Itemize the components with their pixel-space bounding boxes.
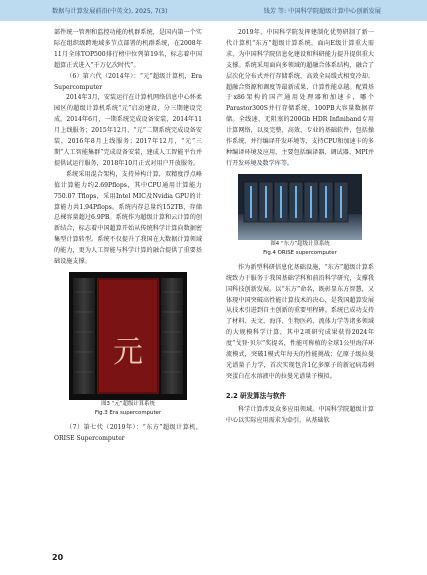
page-number: 20 bbox=[52, 553, 64, 562]
orise-supercomputer-image bbox=[238, 174, 362, 240]
paragraph: （6）第六代（2014年）：“元”超级计算机，Era Supercomputer bbox=[54, 72, 202, 91]
section-heading: 2.2 研发算法与软件 bbox=[226, 391, 287, 400]
figure-3-caption-en: Fig.3 Era supercomputer bbox=[94, 409, 162, 416]
paragraph: 2019年，中国科学院发挥建制化优势研制了新一代计算机“东方”超级计算系统，面向E级计算重大需求，为中国科学院信息化建设和科研能力提升提供重大支撑。系统采用面向多领域的超融合体系结构，融合了层次化分布式并行存储系统、高效全局缓式相变冷却、超融合资源和调度等最新成果，计算性能卓越。配置基于x86架构的国产通用处理器和加速卡，哪个Parastor300S并行存储系统，100PB大容量数据存储。全线速、无阻塞的200Gb HDR Infiniband专用计算网络，以及完整、高效、专业的基础软件，包括操作系统、并行编译开发环境等，支持CPU和加速卡的多种编译环境及应用，主要包括编译器、调试器、MPI并行开发环境及数学库等。 bbox=[226, 29, 374, 167]
paragraph: 部件统一管理和监控功能的机群系统，是国内第一个实际在组织级跨地域多节点部署的机群系统，在2008年11月全球TOP500排行榜中位列第19名，标志着中国超算正式进入“千万亿次时代”。 bbox=[54, 29, 202, 69]
paragraph: 作为新型科研信息化基础设施，“东方”超级计算系统致力于服务于我国基础学科和前沿科学研究，支撑我国科技创新发展。以“东方”命名，既彰显东方智慧，又体现中国突破高性能计算技术的决心，是我国超算发展从技术引进到自主创新的重要里程碑。系统已成功支持了材料、天文、海洋、生物医药、流体力学等诸多领域的大规模科学计算，其中2项研究成果获得2024年度“戈登·贝尔”奖提名，性能可称植的全球1公里海洋环流模式，突破1模式年每天的性能挑战；亿原子级拉曼光谱量子力学，首次实现包含1亿多原子的新冠病毒刺突蛋白在水溶液中的拉曼光谱量子模拟。 bbox=[226, 263, 374, 380]
paragraph: 科学计算涉及众多应用领域。中国科学院超级计算中心以实际应用需求为牵引，从基础软 bbox=[226, 405, 374, 424]
journal-citation: 数据与计算发展前沿(中英文), 2025, 7(3) bbox=[52, 8, 168, 15]
left-column bbox=[54, 28, 202, 445]
figure-4-photo bbox=[238, 174, 362, 240]
right-column bbox=[226, 28, 374, 426]
figure-3-caption-cn: 图3 “元”超级计算系统 bbox=[101, 400, 155, 407]
paragraph: （7）第七代（2019年）：“东方”超级计算机，ORISE Supercomputer bbox=[54, 423, 202, 442]
paragraph: 2014年3月，安装运行在计算机网络信息中心怀柔园区的超级计算机系统“元”启动建设，分三期建设完成。2014年6月，一期系统完成设备安装，2014年11月上线服务；2015年12月，“元”二期系统完成设备安装，2016年8月上线服务；2017年12月，“元”三期“人工智能集群”完成设备安装，建成人工智能平台并提供试运行服务，2018年10月正式对用户开放服务。 bbox=[54, 94, 202, 167]
figure-4-caption-en: Fig.4 ORISE supercomputer bbox=[263, 249, 337, 256]
figure-4-caption-cn: 图4 “东方”超级计算系统 bbox=[270, 240, 330, 247]
running-header bbox=[0, 0, 427, 21]
paragraph: 系统采用混合架构，支持异构计算，双精度浮点峰值计算能力约2.69Pflops，其中CPU通用计算能力750.07 Tflops，采用Intel MIC及Nvidia GPU的计算能力共1.94Pflops。系统内存总量约152TB，存储总裸容量超过6.9PB。系统作为超级计算和云计算的创新结合，标志着中国超算开始从传统科学计算向数据密集型计算转型。系统不仅提升了我国在大数据计算领域的能力，更为人工智能与科学计算的融合提供了重要基础设施支撑。 bbox=[54, 170, 202, 266]
article-running-title: 钱芳 等: 中国科学院超级计算中心创新发展 bbox=[263, 8, 381, 15]
figure-3-photo bbox=[69, 272, 187, 400]
era-logo-character: 元 bbox=[113, 334, 143, 370]
